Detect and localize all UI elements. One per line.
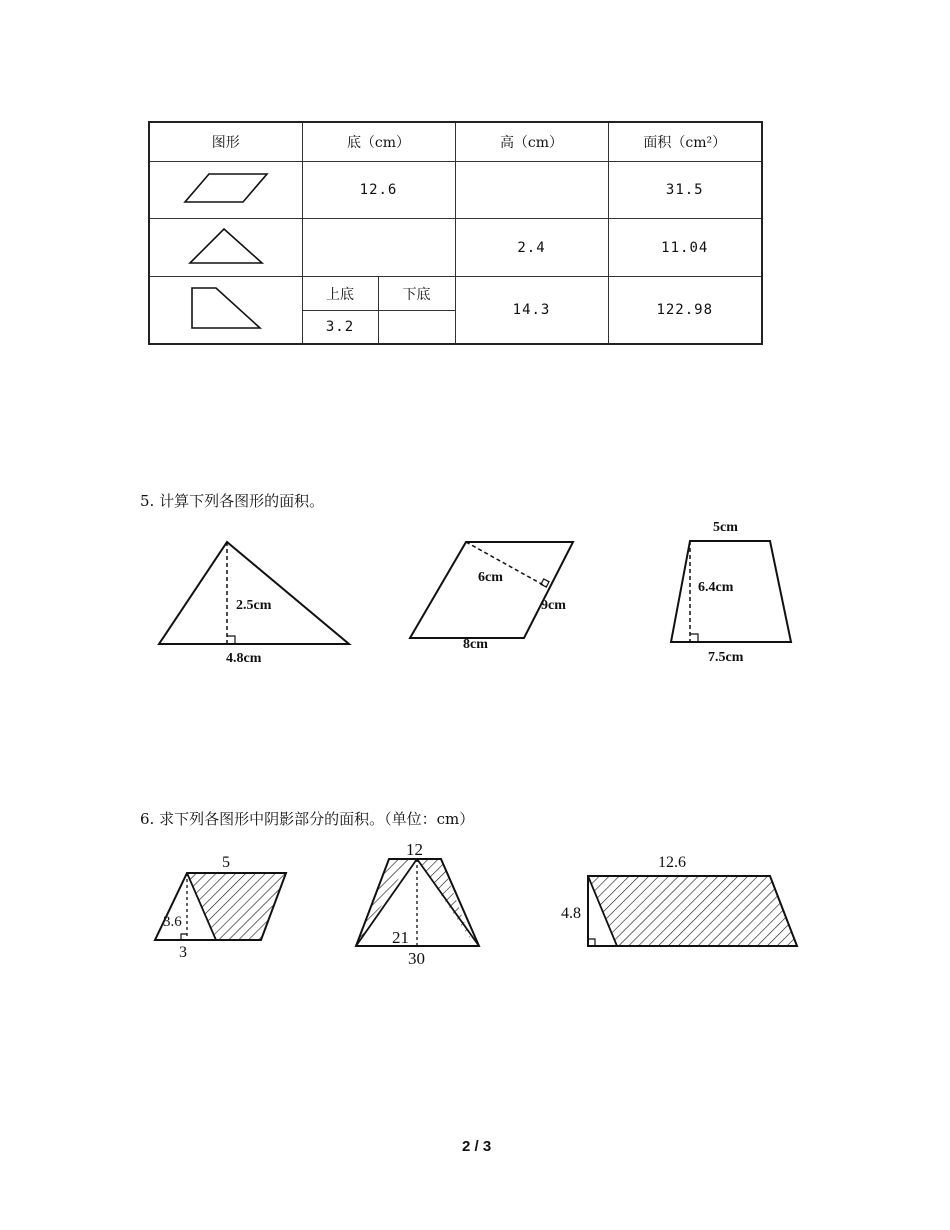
row3-top-base: 3.2 (302, 311, 378, 344)
q5-tri-height: 2.5cm (236, 598, 272, 613)
q6-fig1-height: 3.6 (163, 914, 182, 930)
top-base-label: 上底 (302, 277, 378, 311)
q5-parallelogram-figure (410, 542, 573, 638)
question-5: 5. 计算下列各图形的面积。 (140, 492, 325, 510)
q5-triangle-figure (159, 542, 349, 644)
page-number: 2 / 3 (462, 1138, 492, 1155)
header-area: 面积（cm²） (608, 122, 762, 162)
header-height: 高（cm） (455, 122, 608, 162)
row2-area: 11.04 (608, 219, 762, 277)
header-base: 底（cm） (302, 122, 455, 162)
row3-area: 122.98 (608, 277, 762, 344)
q6-fig1-base: 3 (179, 944, 187, 961)
q5-para-base: 8cm (463, 637, 488, 652)
bottom-base-label: 下底 (378, 277, 455, 311)
q6-fig2-top: 12 (406, 840, 423, 859)
row1-base: 12.6 (302, 162, 455, 219)
q5-para-height: 6cm (478, 570, 503, 585)
q6-fig3-top: 12.6 (658, 854, 686, 871)
q5-trap-bottom: 7.5cm (708, 650, 744, 665)
header-shape: 图形 (149, 122, 302, 162)
row3-height: 14.3 (455, 277, 608, 344)
q6-fig2-base: 30 (408, 949, 425, 968)
q5-para-side: 9cm (541, 598, 566, 613)
q6-fig2-height: 21 (392, 928, 409, 947)
q5-trap-top: 5cm (713, 520, 738, 535)
q5-trap-height: 6.4cm (698, 580, 734, 595)
q5-tri-base: 4.8cm (226, 651, 262, 666)
q6-fig1-top: 5 (222, 854, 230, 871)
q6-fig3-height: 4.8 (561, 905, 581, 922)
q6-figure-3 (588, 876, 797, 946)
q6-figure-2 (356, 859, 479, 946)
row1-area: 31.5 (608, 162, 762, 219)
question-6: 6. 求下列各图形中阴影部分的面积。（单位：cm） (140, 810, 475, 828)
row2-height: 2.4 (455, 219, 608, 277)
